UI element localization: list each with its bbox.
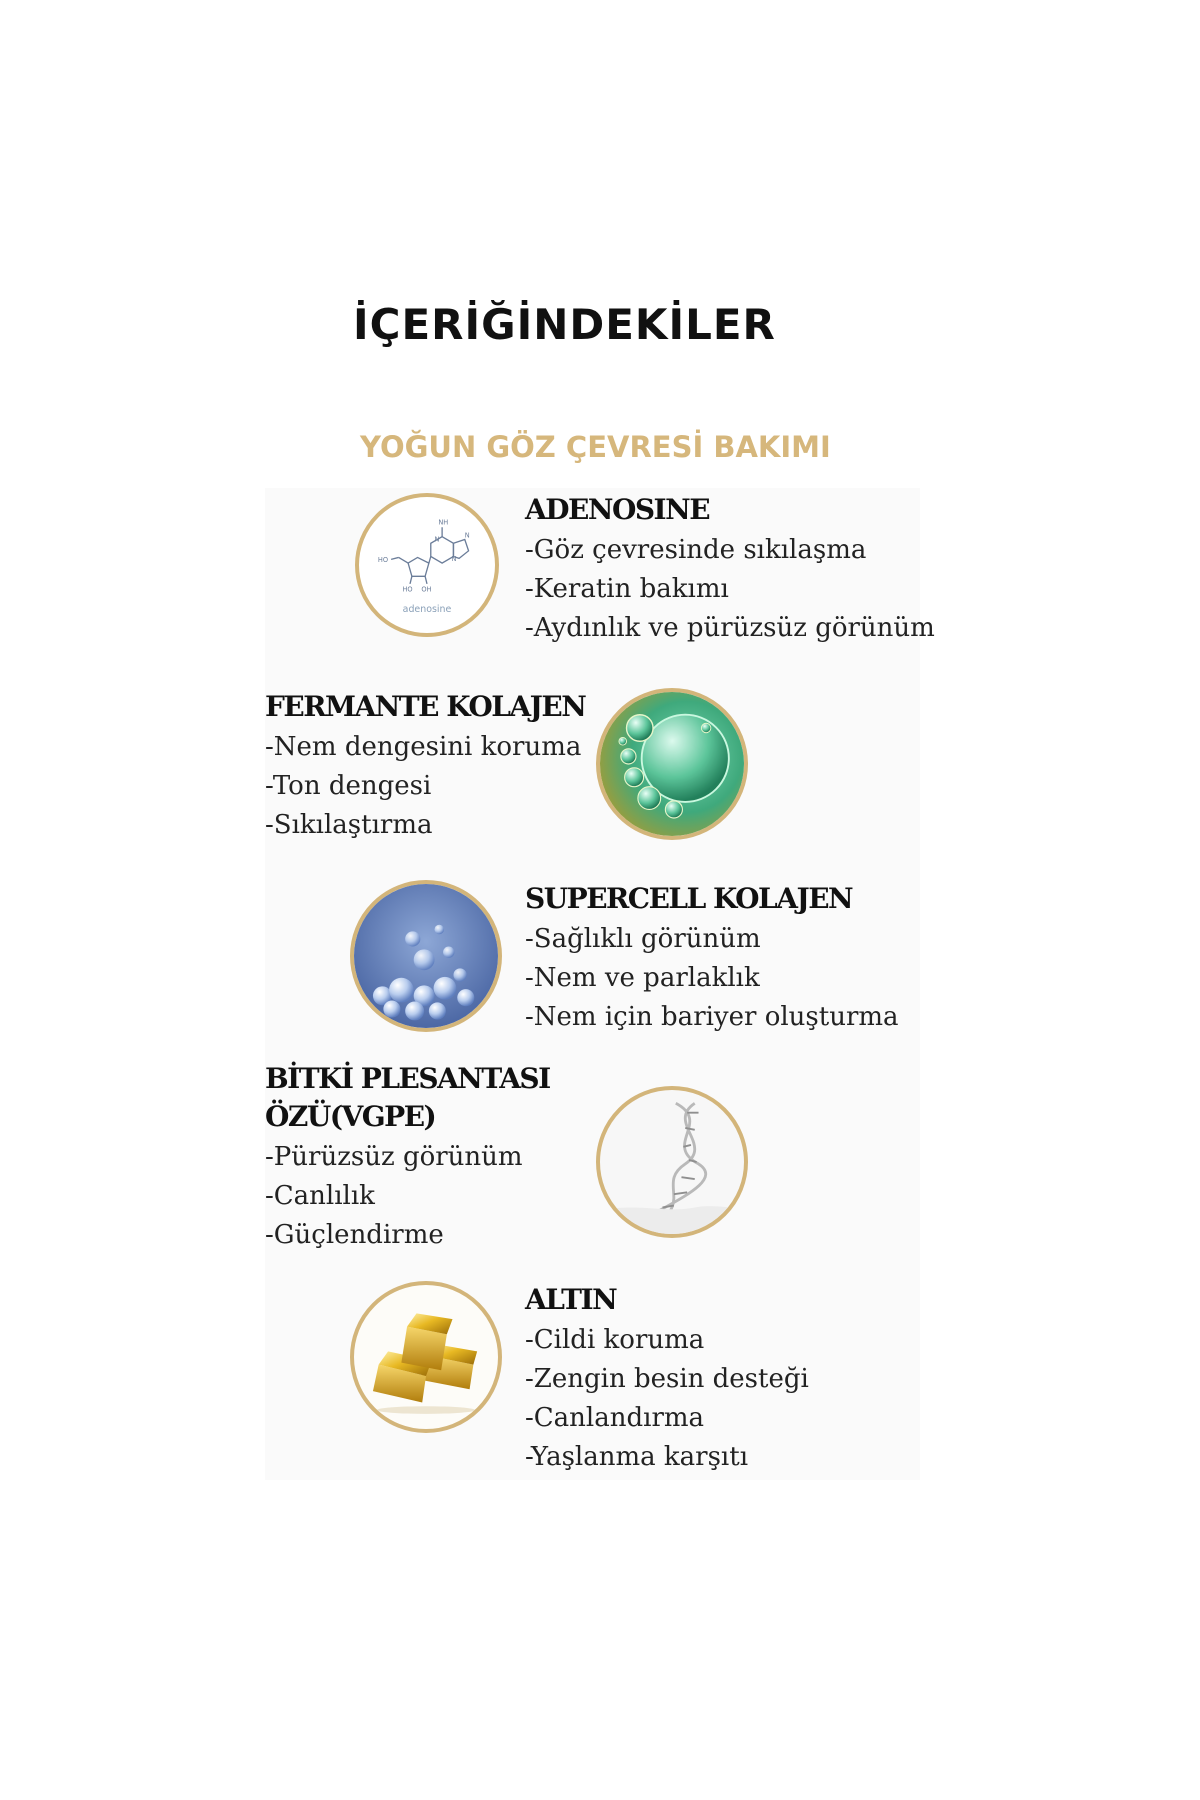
svg-text:N: N xyxy=(434,535,440,544)
benefit-item: -Göz çevresinde sıkılaşma xyxy=(525,535,867,565)
svg-text:NH: NH xyxy=(438,518,449,527)
svg-text:HO: HO xyxy=(402,585,413,594)
svg-text:OH: OH xyxy=(421,585,432,594)
ingredient-name: ALTIN xyxy=(525,1283,617,1316)
benefit-item: -Zengin besin desteği xyxy=(525,1364,809,1394)
svg-text:N: N xyxy=(464,531,470,540)
section-subtitle: YOĞUN GÖZ ÇEVRESİ BAKIMI xyxy=(360,430,831,464)
ingredient-name xyxy=(265,1060,550,1136)
ingredient-name-line: ÖZÜ(VGPE) xyxy=(265,1100,436,1133)
benefit-item: -Canlılık xyxy=(265,1181,375,1211)
ingredient-name: SUPERCELL KOLAJEN xyxy=(525,882,853,915)
ingredient-name: FERMANTE KOLAJEN xyxy=(265,690,586,723)
adenosine-molecule-icon xyxy=(355,493,499,637)
benefit-item: -Sıkılaştırma xyxy=(265,810,433,840)
ingredient-adenosine xyxy=(525,491,935,648)
benefit-item: -Keratin bakımı xyxy=(525,574,729,604)
benefit-item: -Yaşlanma karşıtı xyxy=(525,1442,749,1472)
ingredient-fermante-kolajen xyxy=(265,688,585,845)
green-bubbles-icon xyxy=(596,688,748,840)
svg-text:HO: HO xyxy=(377,556,389,565)
benefit-item: -Cildi koruma xyxy=(525,1325,705,1355)
ingredient-name: ADENOSINE xyxy=(525,493,710,526)
dna-helix-icon xyxy=(596,1086,748,1238)
gold-bars-icon xyxy=(350,1281,502,1433)
ingredient-altin xyxy=(525,1281,809,1477)
benefit-item: -Ton dengesi xyxy=(265,771,432,801)
benefit-item: -Güçlendirme xyxy=(265,1220,444,1250)
benefit-item: -Canlandırma xyxy=(525,1403,705,1433)
benefit-item: -Nem için bariyer oluşturma xyxy=(525,1002,899,1032)
benefit-item: -Pürüzsüz görünüm xyxy=(265,1142,523,1172)
ingredient-bitki-plesantasi xyxy=(265,1060,550,1255)
benefit-item: -Aydınlık ve pürüzsüz görünüm xyxy=(525,613,935,643)
svg-text:N: N xyxy=(451,555,457,564)
icon-caption: adenosine xyxy=(402,604,452,616)
ingredient-name-line: BİTKİ PLESANTASI xyxy=(265,1062,550,1095)
benefit-item: -Nem dengesini koruma xyxy=(265,732,582,762)
benefit-item: -Sağlıklı görünüm xyxy=(525,924,761,954)
ingredient-supercell-kolajen xyxy=(525,880,899,1037)
page-title: İÇERİĞİNDEKİLER xyxy=(353,300,776,349)
blue-bubbles-icon xyxy=(350,880,502,1032)
benefit-item: -Nem ve parlaklık xyxy=(525,963,760,993)
